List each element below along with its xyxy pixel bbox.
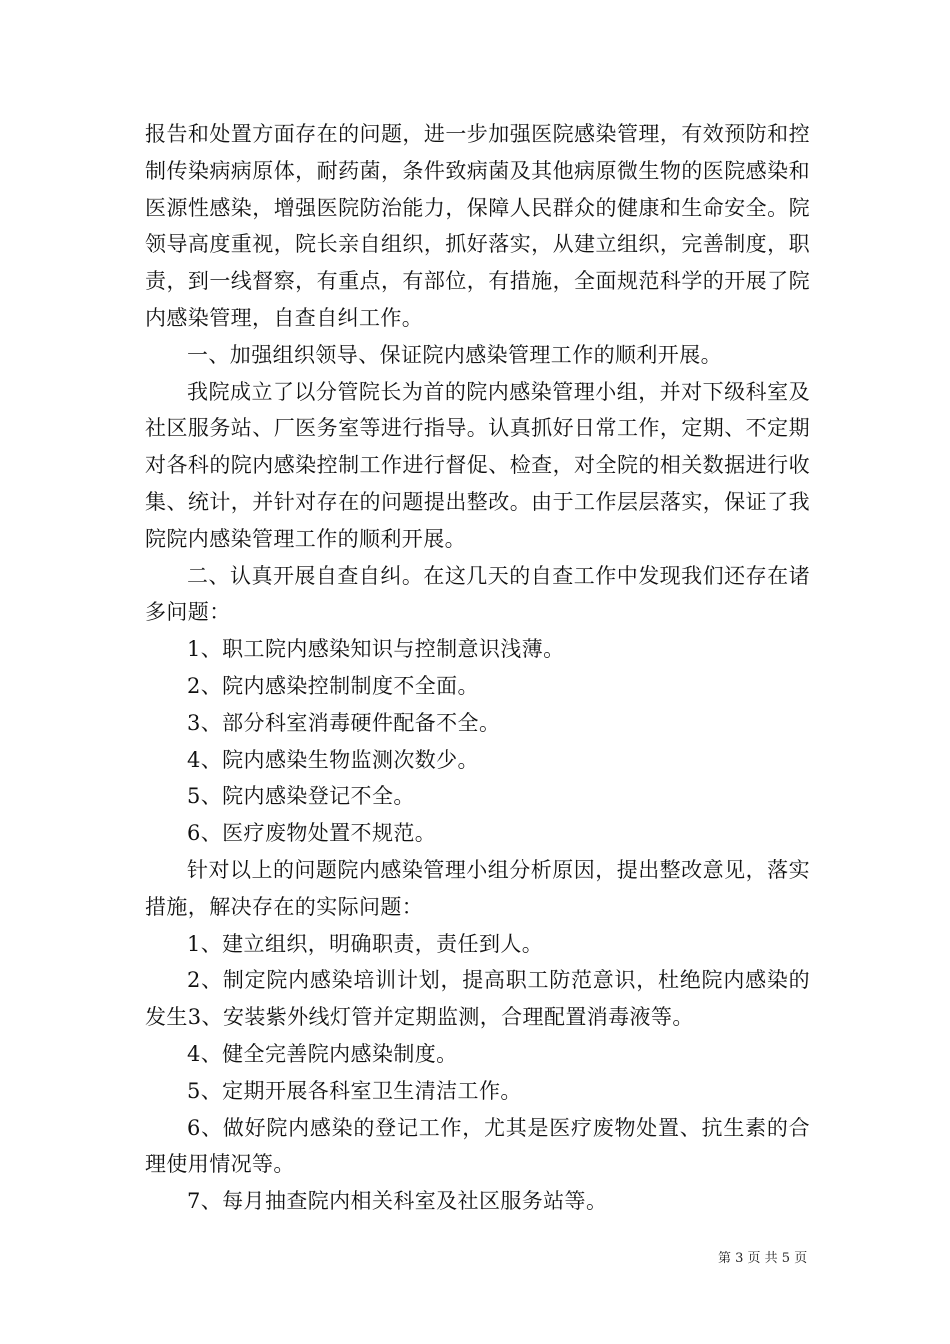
problem-item-5: 5、院内感染登记不全。 bbox=[187, 784, 415, 809]
document-body bbox=[145, 116, 810, 1220]
problem-item-6: 6、医疗废物处置不规范。 bbox=[187, 821, 437, 846]
problem-item-1: 1、职工院内感染知识与控制意识浅薄。 bbox=[187, 637, 565, 662]
section-heading-1: 一、加强组织领导、保证院内感染管理工作的顺利开展。 bbox=[187, 342, 722, 367]
measure-item-5: 5、定期开展各科室卫生清洁工作。 bbox=[187, 1078, 522, 1103]
paragraph-intro: 报告和处置方面存在的问题，进一步加强医院感染管理，有效预防和控制传染病病原体，耐药菌，条件致病菌及其他病原微生物的医院感染和医源性感染，增强医院防治能力，保障人民群众的健康和生命安全。院领导高度重视，院长亲自组织，抓好落实，从建立组织，完善制度，职责，到一线督察，有重点，有部位，有措施，全面规范科学的开展了院内感染管理，自查自纠工作。 bbox=[145, 122, 810, 330]
measure-item-6: 6、做好院内感染的登记工作，尤其是医疗废物处置、抗生素的合理使用情况等。 bbox=[145, 1115, 810, 1177]
measure-item-1: 1、建立组织，明确职责，责任到人。 bbox=[187, 931, 544, 956]
page-number-footer: 第 3 页 共 5 页 bbox=[718, 1251, 808, 1266]
paragraph-organization: 我院成立了以分管院长为首的院内感染管理小组，并对下级科室及社区服务站、厂医务室等进行指导。认真抓好日常工作，定期、不定期对各科的院内感染控制工作进行督促、检查，对全院的相关数据进行收集、统计，并针对存在的问题提出整改。由于工作层层落实，保证了我院院内感染管理工作的顺利开展。 bbox=[145, 379, 810, 551]
section-heading-2: 二、认真开展自查自纠。在这几天的自查工作中发现我们还存在诸多问题： bbox=[145, 563, 810, 625]
problem-item-3: 3、部分科室消毒硬件配备不全。 bbox=[187, 710, 501, 735]
paragraph-measures-intro: 针对以上的问题院内感染管理小组分析原因，提出整改意见，落实措施，解决存在的实际问题： bbox=[145, 857, 810, 919]
measure-item-4: 4、健全完善院内感染制度。 bbox=[187, 1041, 458, 1066]
problem-item-2: 2、院内感染控制制度不全面。 bbox=[187, 673, 479, 698]
measure-item-7: 7、每月抽查院内相关科室及社区服务站等。 bbox=[187, 1189, 608, 1214]
measure-item-2-3: 2、制定院内感染培训计划，提高职工防范意识，杜绝院内感染的发生3、安装紫外线灯管并定期监测，合理配置消毒液等。 bbox=[145, 968, 810, 1030]
problem-item-4: 4、院内感染生物监测次数少。 bbox=[187, 747, 479, 772]
